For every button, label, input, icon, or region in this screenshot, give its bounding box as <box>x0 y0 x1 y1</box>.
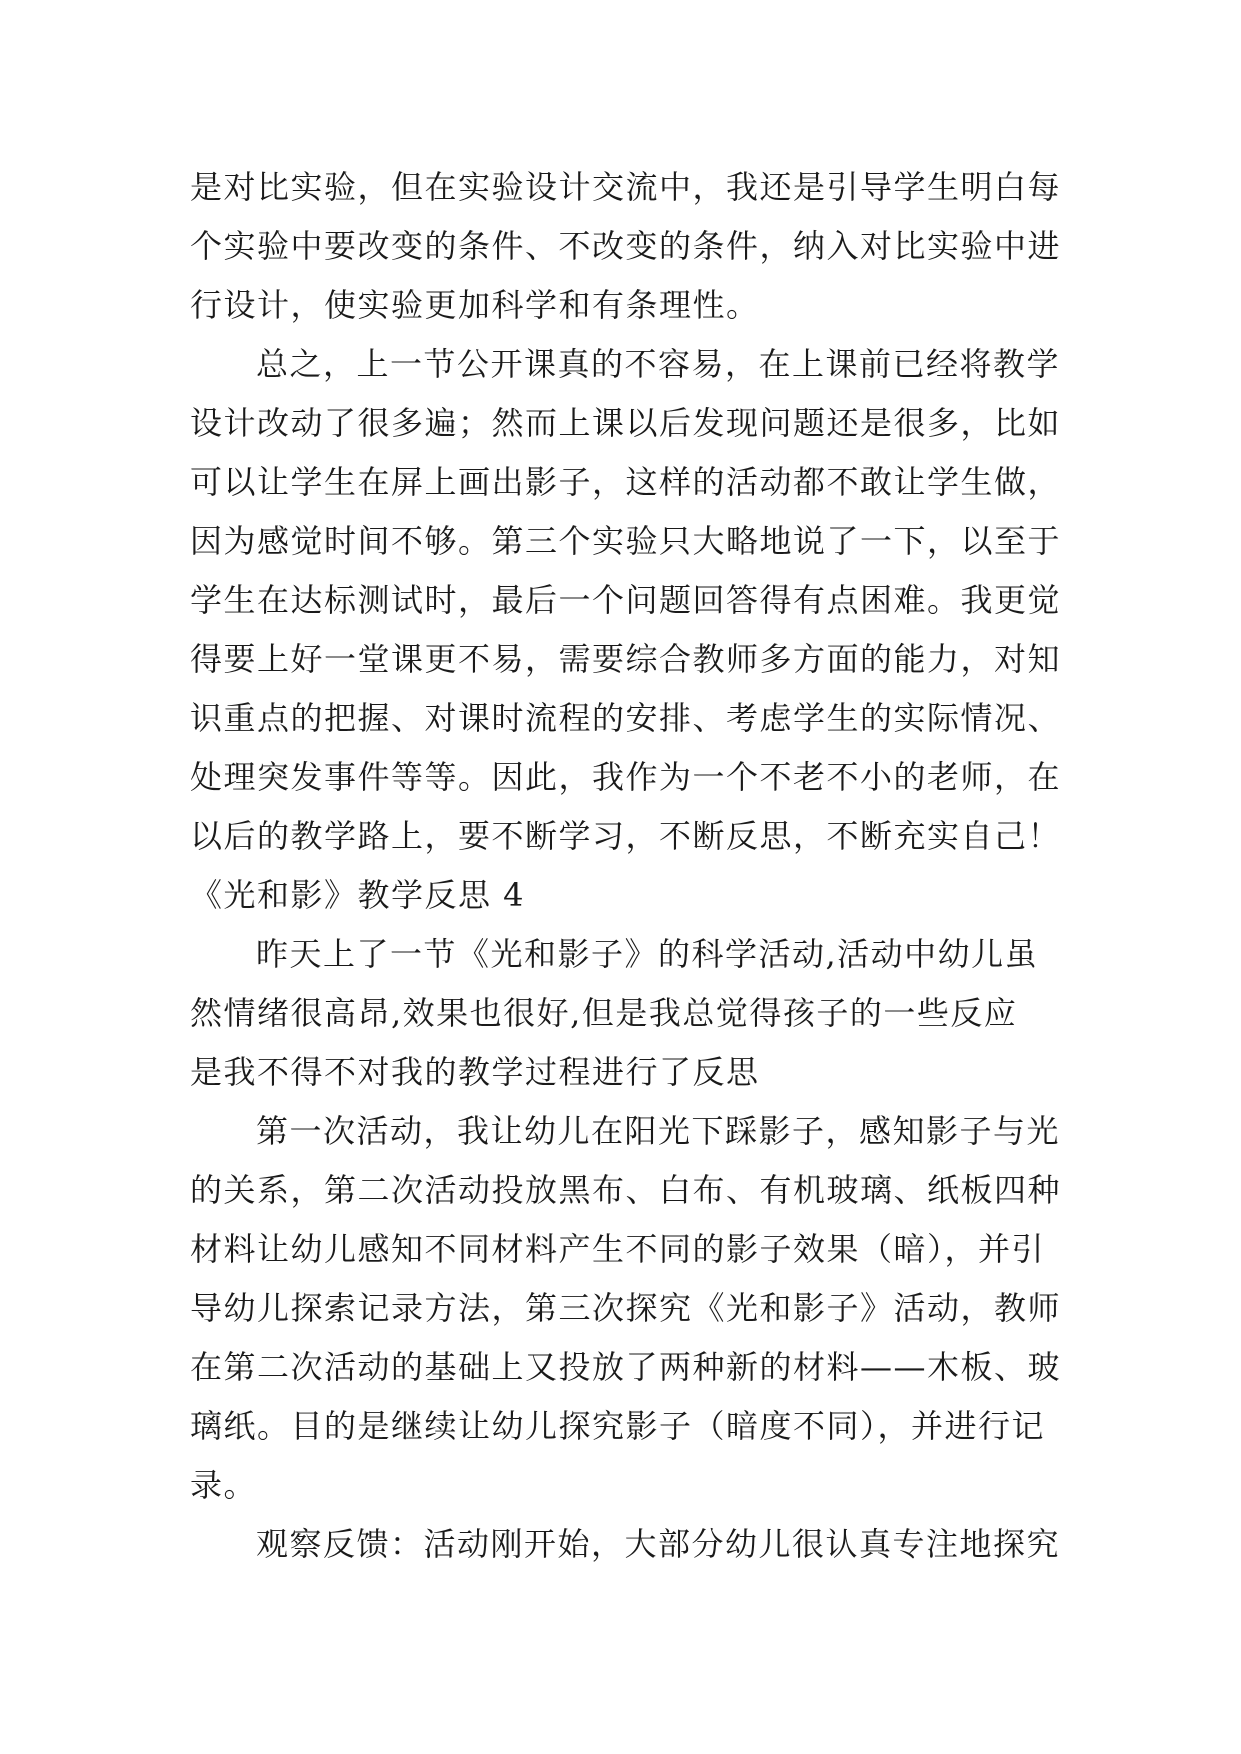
text-line: 学生在达标测试时，最后一个问题回答得有点困难。我更觉 <box>190 581 1062 619</box>
paragraph-start-line: 第一次活动，我让幼儿在阳光下踩影子，感知影子与光 <box>256 1112 1061 1150</box>
text-line: 设计改动了很多遍；然而上课以后发现问题还是很多，比如 <box>190 404 1062 442</box>
text-line: 材料让幼儿感知不同材料产生不同的影子效果（暗），并引 <box>190 1230 1046 1268</box>
text-line: 导幼儿探索记录方法，第三次探究《光和影子》活动，教师 <box>190 1289 1062 1327</box>
text-line: 的关系，第二次活动投放黑布、白布、有机玻璃、纸板四种 <box>190 1171 1062 1209</box>
text-line: 在第二次活动的基础上又投放了两种新的材料——木板、玻 <box>190 1348 1062 1386</box>
text-line: 得要上好一堂课更不易，需要综合教师多方面的能力，对知 <box>190 640 1062 678</box>
text-line: 然情绪很高昂,效果也很好,但是我总觉得孩子的一些反应 <box>190 994 1018 1032</box>
text-line: 因为感觉时间不够。第三个实验只大略地说了一下，以至于 <box>190 522 1062 560</box>
text-line: 个实验中要改变的条件、不改变的条件，纳入对比实验中进 <box>190 227 1062 265</box>
paragraph-start-line: 总之，上一节公开课真的不容易，在上课前已经将教学 <box>256 345 1061 383</box>
document-body <box>190 158 1060 1574</box>
text-line: 是对比实验，但在实验设计交流中，我还是引导学生明白每 <box>190 168 1062 206</box>
text-line: 璃纸。目的是继续让幼儿探究影子（暗度不同），并进行记 <box>190 1407 1046 1445</box>
text-line: 是我不得不对我的教学过程进行了反思 <box>190 1053 760 1091</box>
paragraph-start-line: 昨天上了一节《光和影子》的科学活动,活动中幼儿虽 <box>256 935 1039 973</box>
text-line: 录。 <box>190 1466 258 1504</box>
text-line: 可以让学生在屏上画出影子，这样的活动都不敢让学生做， <box>190 463 1062 501</box>
section-heading: 《光和影》教学反思 4 <box>190 876 526 914</box>
text-line: 处理突发事件等等。因此，我作为一个不老不小的老师，在 <box>190 758 1062 796</box>
paragraph-start-line: 观察反馈：活动刚开始，大部分幼儿很认真专注地探究 <box>256 1525 1061 1563</box>
text-line: 行设计，使实验更加科学和有条理性。 <box>190 286 760 324</box>
text-line: 识重点的把握、对课时流程的安排、考虑学生的实际情况、 <box>190 699 1062 737</box>
text-line: 以后的教学路上，要不断学习，不断反思，不断充实自己！ <box>190 817 1062 855</box>
